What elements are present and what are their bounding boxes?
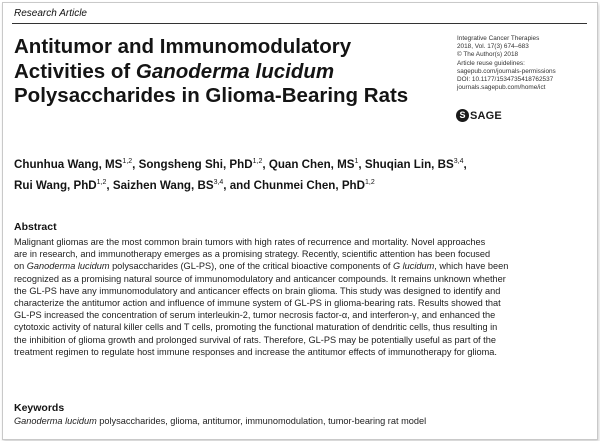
abstract-text: on [14,261,27,272]
abstract-text: , which have been [434,261,509,272]
sage-logo [456,109,502,122]
abstract-line [14,321,586,333]
abstract-heading: Abstract [14,221,57,233]
article-title [14,35,434,109]
keyword-rest: polysaccharides, glioma, antitumor, immunomodulation, tumor-bearing rat model [96,416,427,426]
sage-logo-mark: S [456,109,469,122]
abstract-italic-term: G lucidum [392,261,435,272]
abstract-line [14,273,586,285]
title-line-3: Polysaccharides in Glioma-Bearing Rats [14,84,409,107]
author-affiliation: 3,4 [453,158,464,165]
title-line-1: Antitumor and Immunomodulatory [14,35,352,58]
author-name: Saizhen Wang, BS [112,179,214,192]
abstract-line [14,297,586,309]
author-affiliation: 1,2 [122,158,133,165]
author-name: Quan Chen, MS [268,158,355,171]
abstract-body [14,236,586,358]
abstract-text: treatment regimen to regulate host immune responses and increase the antitumor effects of immunotherapy for glioma. [14,346,497,357]
title-species-name: Ganoderma lucidum [135,59,335,83]
journal-volume: 2018, Vol. 17(3) 674–683 [457,43,529,51]
title-line-2-text: Activities of [14,59,136,83]
header-rule [12,23,587,24]
author-line-1: Chunhua Wang, MS$^{1,2}$, Songsheng Shi, PhD$^{1,2}$, Quan Chen, $MS^1$, Shuqian Lin, BS$^{3,4}$, [14,158,467,171]
author-affiliation: 1,2 [96,179,107,186]
journal-home-link[interactable]: journals.sagepub.com/home/ict [457,84,546,92]
abstract-line [14,260,586,272]
abstract-text: cytotoxic activity of natural killer cells and T cells, promoting the functional maturation of dendritic cells, thus resulting in [14,322,498,333]
abstract-text: Malignant gliomas are the most common brain tumors with high rates of recurrence and mortality. Novel approaches [14,237,486,247]
author-affiliation: 1,2 [365,179,375,186]
abstract-text: the GL-PS have any immunomodulatory and anticancer effects on brain glioma. This study was designed to identify and [14,285,501,296]
publication-info [457,35,556,92]
keywords-heading: Keywords [14,402,65,414]
author-name: Chunmei Chen, PhD [253,179,366,192]
author-name: Shuqian Lin, BS [364,158,454,171]
author-affiliation: 1 [354,158,359,165]
sage-logo-text: SAGE [470,109,502,122]
copyright-line: © The Author(s) 2018 [457,51,519,59]
abstract-italic-term: Ganoderma lucidum [26,261,110,272]
reuse-guidelines-label: Article reuse guidelines: [457,59,525,67]
abstract-line [14,248,586,260]
author-line-2: Rui Wang, PhD$^{1,2}$, Saizhen Wang, BS$^{3,4}$, and Chunmei Chen, PhD$^{1,2}$ [14,179,375,192]
keywords-list [14,416,426,426]
author-name: Chunhua Wang, MS [14,158,123,171]
abstract-text: the inhibition of glioma growth and prolonged survival of rats. Therefore, GL-PS may be potentially useful as part of the [14,334,496,345]
abstract-line [14,236,586,248]
author-affiliation: 3,4 [213,179,224,186]
article-type-label: Research Article [14,8,87,19]
abstract-line [14,285,586,297]
journal-name: Integrative Cancer Therapies [457,35,540,42]
keyword-species: Ganoderma lucidum [14,416,97,426]
author-list [14,153,494,195]
abstract-text: polysaccharides (GL-PS), one of the critical bioactive components of [109,261,393,272]
abstract-text: recognized as a promising natural source of immunomodulatory and anticancer compounds. It remains unknown whether [14,273,506,284]
abstract-line [14,346,586,358]
abstract-line [14,334,586,346]
abstract-text: characterize the antitumor action and influence of immune system of GL-PS in glioma-bearing rats. Results showed that [14,298,501,309]
doi-link[interactable]: DOI: 10.1177/1534735418762537 [457,76,554,84]
abstract-text: are in research, and immunotherapy emerges as a promising strategy. Recently, scientific attention has been focused [14,249,491,260]
reuse-guidelines-link[interactable]: sagepub.com/journals-permissions [457,67,556,75]
abstract-text: GL-PS increased the concentration of serum interleukin-2, tumor necrosis factor-α, and interferon-γ, and enhanced the [14,310,496,321]
abstract-line [14,309,586,321]
author-name: Songsheng Shi, PhD [138,158,253,171]
author-affiliation: 1,2 [252,158,263,165]
title-line-2 [14,60,434,85]
author-name: Rui Wang, PhD [14,179,97,192]
